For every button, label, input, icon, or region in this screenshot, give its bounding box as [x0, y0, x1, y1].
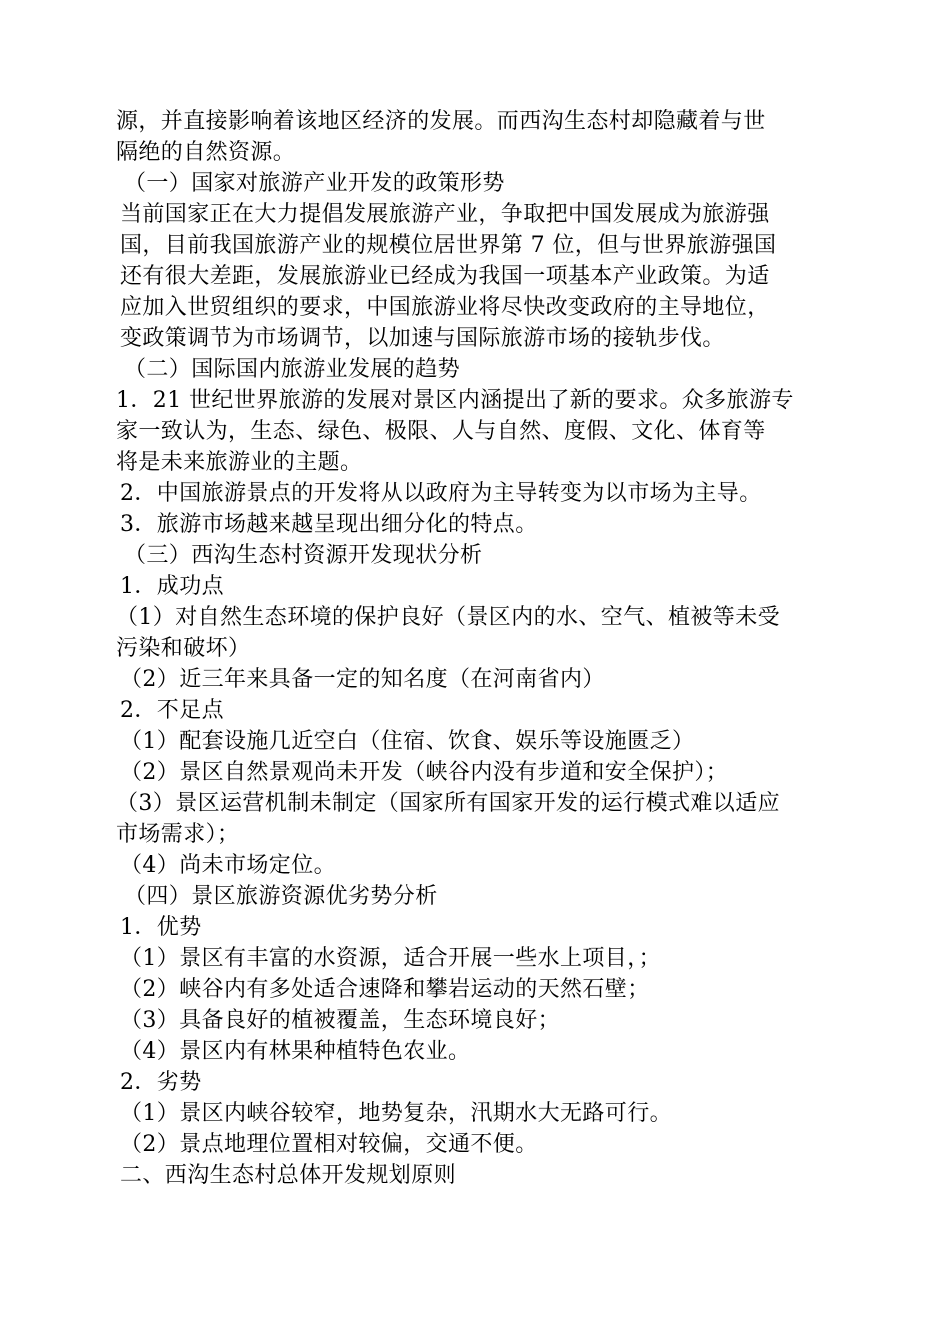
paragraph-p24	[116, 1098, 846, 1129]
document-body	[116, 106, 846, 1191]
paragraph-p17	[116, 881, 846, 912]
paragraph-p15	[116, 788, 846, 850]
text-line: 应加入世贸组织的要求，中国旅游业将尽快改变政府的主导地位，	[120, 295, 770, 320]
paragraph-p23	[116, 1067, 846, 1098]
paragraph-p8	[116, 540, 846, 571]
text-line: 2．中国旅游景点的开发将从以政府为主导转变为以市场为主导。	[120, 481, 762, 506]
paragraph-p2	[116, 168, 846, 199]
paragraph-p22	[116, 1036, 846, 1067]
text-line: 1．优势	[120, 915, 202, 940]
text-line: 2．不足点	[120, 698, 224, 723]
paragraph-p19	[116, 943, 846, 974]
text-line: （四）景区旅游资源优劣势分析	[124, 884, 438, 909]
paragraph-p13	[116, 726, 846, 757]
paragraph-p16	[116, 850, 846, 881]
paragraph-p9	[116, 571, 846, 602]
text-line: 3．旅游市场越来越呈现出细分化的特点。	[120, 512, 538, 537]
text-line: （2）峡谷内有多处适合速降和攀岩运动的天然石壁；	[120, 977, 650, 1002]
text-line: 1．21 世纪世界旅游的发展对景区内涵提出了新的要求。众多旅游专	[116, 388, 794, 413]
text-line: 二、西沟生态村总体开发规划原则	[120, 1163, 457, 1188]
paragraph-p14	[116, 757, 846, 788]
paragraph-p11	[116, 664, 846, 695]
paragraph-p25	[116, 1129, 846, 1160]
text-line: （3）具备良好的植被覆盖，生态环境良好；	[120, 1008, 560, 1033]
text-line: 家一致认为，生态、绿色、极限、人与自然、度假、文化、体育等	[116, 419, 766, 444]
paragraph-p1	[116, 106, 846, 168]
paragraph-p18	[116, 912, 846, 943]
text-line: （2）景区自然景观尚未开发（峡谷内没有步道和安全保护）；	[120, 760, 729, 785]
paragraph-p10	[116, 602, 846, 664]
text-line: （三）西沟生态村资源开发现状分析	[124, 543, 483, 568]
text-line: 1．成功点	[120, 574, 224, 599]
paragraph-p3	[116, 199, 846, 354]
text-line: 国，目前我国旅游产业的规模位居世界第 7 位，但与世界旅游强国	[120, 233, 777, 258]
text-line: （1）对自然生态环境的保护良好（景区内的水、空气、植被等未受	[116, 605, 780, 630]
text-line: （一）国家对旅游产业开发的政策形势	[124, 171, 505, 196]
text-line: （二）国际国内旅游业发展的趋势	[124, 357, 461, 382]
text-line: 隔绝的自然资源。	[116, 140, 296, 165]
text-line: 将是未来旅游业的主题。	[116, 450, 363, 475]
text-line: （4）景区内有林果种植特色农业。	[120, 1039, 471, 1064]
text-line: （3）景区运营机制未制定（国家所有国家开发的运行模式难以适应	[116, 791, 780, 816]
paragraph-p12	[116, 695, 846, 726]
text-line: （1）景区有丰富的水资源，适合开展一些水上项目，；	[120, 946, 661, 971]
text-line: （1）景区内峡谷较窄，地势复杂，汛期水大无路可行。	[120, 1101, 672, 1126]
text-line: （4）尚未市场定位。	[120, 853, 336, 878]
text-line: （1）配套设施几近空白（住宿、饮食、娱乐等设施匮乏）	[120, 729, 695, 754]
text-line: （2）景点地理位置相对较偏，交通不便。	[120, 1132, 538, 1157]
text-line: 污染和破坏）	[116, 636, 251, 661]
paragraph-p21	[116, 1005, 846, 1036]
text-line: 变政策调节为市场调节，以加速与国际旅游市场的接轨步伐。	[120, 326, 725, 351]
text-line: 2．劣势	[120, 1070, 202, 1095]
paragraph-p26	[116, 1160, 846, 1191]
paragraph-p6	[116, 478, 846, 509]
paragraph-p4	[116, 354, 846, 385]
text-line: 还有很大差距，发展旅游业已经成为我国一项基本产业政策。为适	[120, 264, 770, 289]
text-line: （2）近三年来具备一定的知名度（在河南省内）	[120, 667, 605, 692]
text-line: 源，并直接影响着该地区经济的发展。而西沟生态村却隐藏着与世	[116, 109, 766, 134]
text-line: 市场需求）；	[116, 822, 240, 847]
text-line: 当前国家正在大力提倡发展旅游产业，争取把中国发展成为旅游强	[120, 202, 770, 227]
paragraph-p5	[116, 385, 846, 478]
paragraph-p20	[116, 974, 846, 1005]
paragraph-p7	[116, 509, 846, 540]
